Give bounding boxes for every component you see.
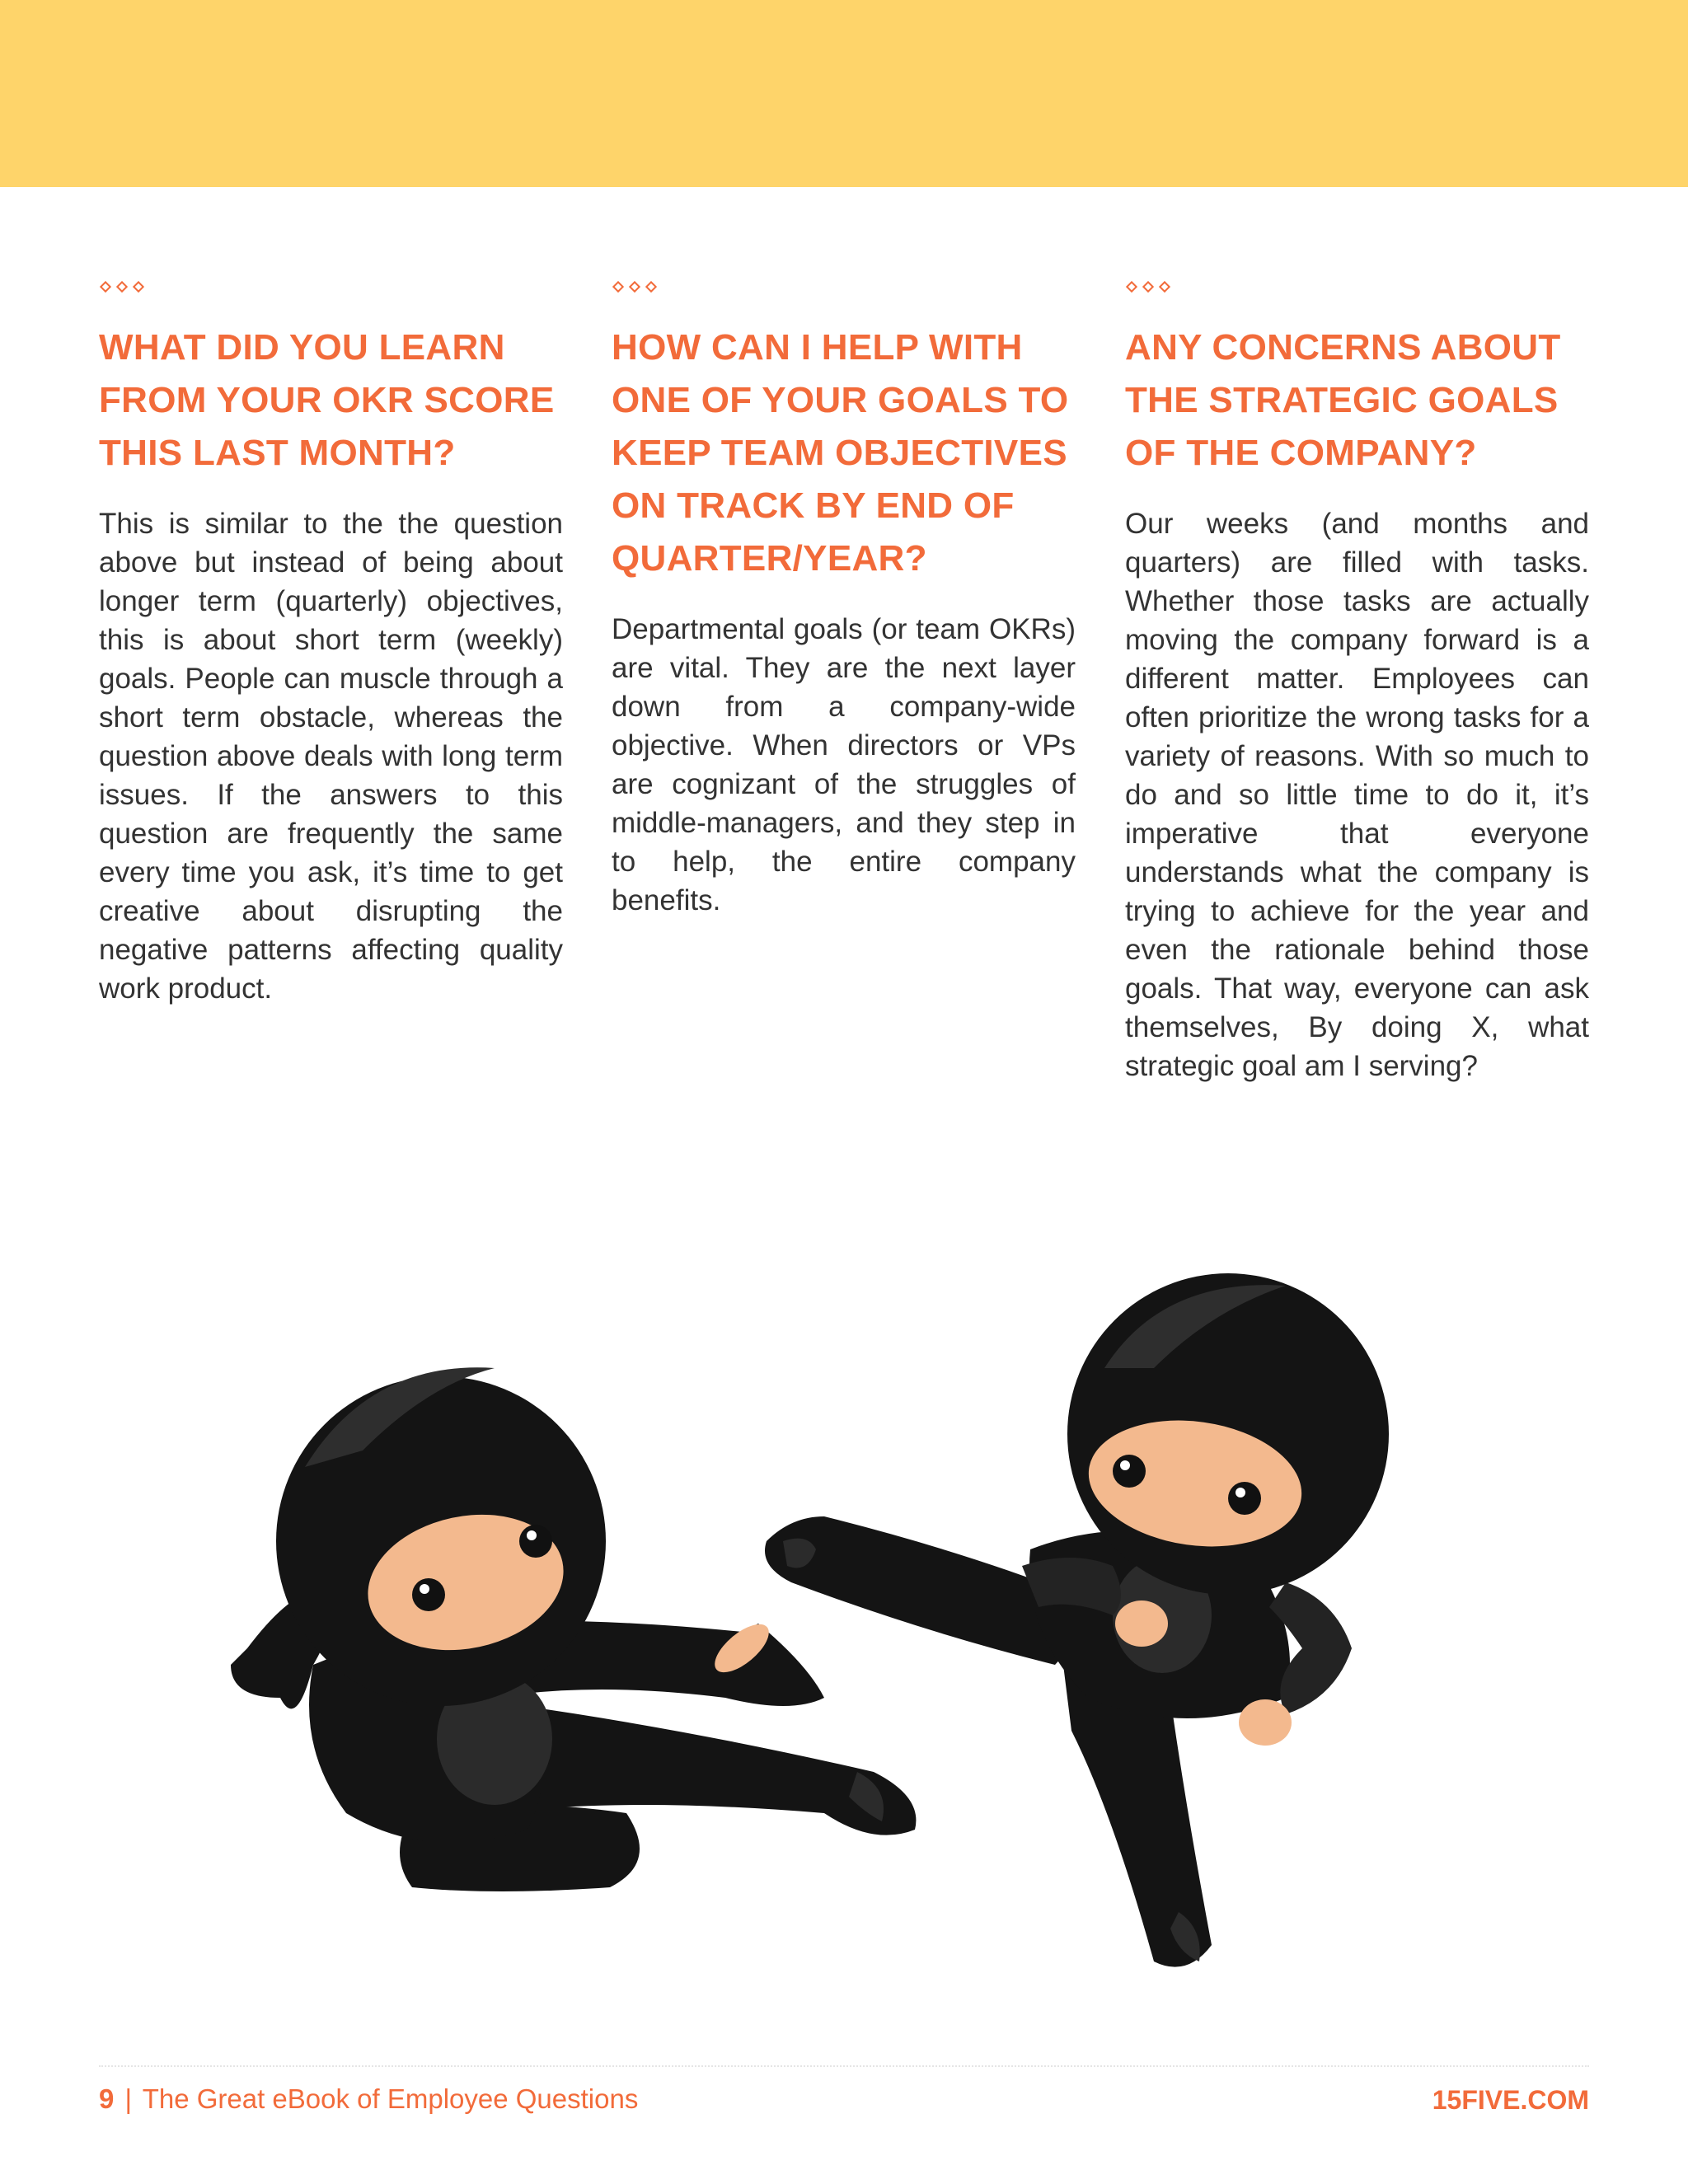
- site-link[interactable]: 15FIVE.COM: [1432, 2085, 1589, 2115]
- diamond-ornament-icon: [99, 280, 563, 293]
- question-heading: ANY CONCERNS ABOUT THE STRATEGIC GOALS OF THE COMPANY?: [1125, 327, 1561, 473]
- book-title: The Great eBook of Employee Questions: [142, 2083, 639, 2114]
- question-column-2: [612, 280, 1076, 920]
- question-column-1: [99, 280, 563, 1008]
- question-body: This is similar to the the question above but instead of being about longer term (quarterly) objectives, this is about short term (weekly) goals. People can muscle through a short term obstacle, whereas the question above deals with long term issues. If the answers to this question are frequently the same every time you ask, it’s time to get creative about disrupting the negative patterns affecting quality work product.: [99, 508, 563, 1005]
- question-column-3: [1125, 280, 1589, 1085]
- page-number: 9: [99, 2083, 115, 2114]
- footer-divider: [99, 2065, 1589, 2067]
- question-heading: HOW CAN I HELP WITH ONE OF YOUR GOALS TO KEEP TEAM OBJECTIVES ON TRACK BY END OF QUARTER/YEAR?: [612, 327, 1069, 579]
- question-heading: WHAT DID YOU LEARN FROM YOUR OKR SCORE THIS LAST MONTH?: [99, 327, 555, 473]
- question-body: Our weeks (and months and quarters) are filled with tasks. Whether those tasks are actually moving the company forward is a different matter. Employees can often prioritize the wrong tasks for a variety of reasons. With so much to do and so little time to do it, it’s imperative that everyone understands what the company is trying to achieve for the year and even the rationale behind those goals. That way, everyone can ask themselves, By doing X, what strategic goal am I serving?: [1125, 508, 1589, 1082]
- right-ninja-icon: [765, 1273, 1389, 1967]
- top-banner: [0, 0, 1688, 187]
- left-ninja-icon: [231, 1367, 916, 1891]
- ninja-illustration: [0, 1236, 1688, 2019]
- diamond-ornament-icon: [612, 280, 1076, 293]
- footer-page-label: [99, 2083, 638, 2115]
- question-body: Departmental goals (or team OKRs) are vital. They are the next layer down from a company-wide objective. When directors or VPs are cognizant of the struggles of middle-managers, and they step in to help, the entire company benefits.: [612, 613, 1076, 916]
- diamond-ornament-icon: [1125, 280, 1589, 293]
- footer-separator: |: [124, 2083, 133, 2114]
